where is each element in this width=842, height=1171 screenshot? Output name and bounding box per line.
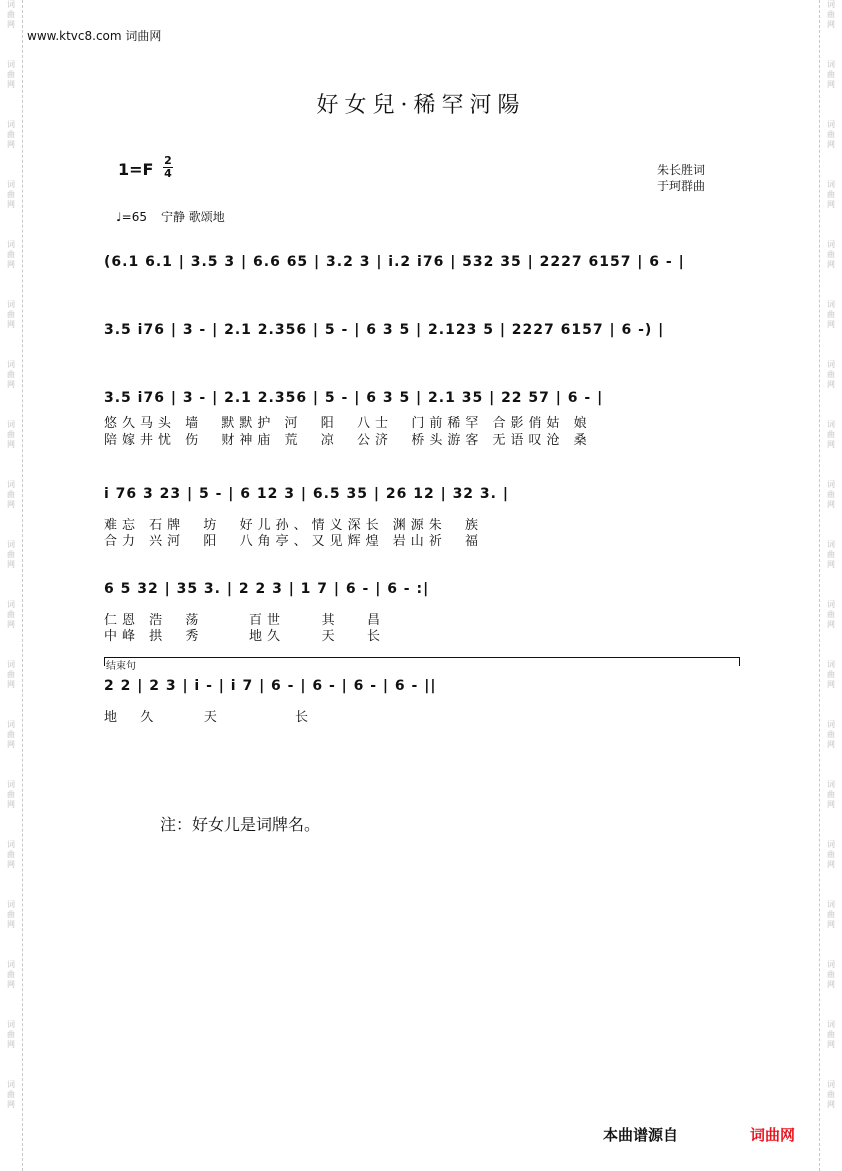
watermark-glyph: 曲 [827, 970, 835, 979]
watermark-glyph: 网 [7, 260, 15, 269]
watermark-glyph: 词 [827, 840, 835, 849]
watermark-glyph: 词 [7, 360, 15, 369]
watermark-glyph: 网 [7, 80, 15, 89]
watermark-glyph: 网 [7, 800, 15, 809]
watermark-glyph: 词 [827, 960, 835, 969]
watermark-gap [820, 930, 842, 960]
watermark-gap [0, 150, 22, 180]
ending-label: 结束句 [106, 661, 136, 672]
watermark-glyph: 曲 [7, 670, 15, 679]
watermark-gap [0, 630, 22, 660]
watermark-glyph: 曲 [827, 910, 835, 919]
watermark-glyph: 曲 [827, 1030, 835, 1039]
footnote: 注：好女儿是词牌名。 [160, 815, 321, 834]
watermark-glyph: 网 [7, 560, 15, 569]
site-name-text: 词曲网 [125, 29, 162, 43]
composer: 于珂群曲 [657, 179, 706, 193]
tempo-marking [116, 208, 225, 225]
watermark-gap [820, 810, 842, 840]
watermark-gap [0, 750, 22, 780]
watermark-gap [820, 30, 842, 60]
watermark-gap [0, 330, 22, 360]
watermark-glyph: 曲 [827, 190, 835, 199]
watermark-glyph: 词 [827, 240, 835, 249]
watermark-gap [0, 570, 22, 600]
watermark-glyph: 网 [827, 680, 835, 689]
lyrics-verse-2: 中峰 拱 秀 地久 天 长 [104, 629, 385, 644]
watermark-glyph: 网 [827, 200, 835, 209]
watermark-glyph: 词 [7, 1020, 15, 1029]
watermark-glyph: 曲 [827, 10, 835, 19]
watermark-glyph: 词 [7, 60, 15, 69]
watermark-glyph: 网 [827, 20, 835, 29]
lyricist: 朱长胜词 [657, 163, 706, 177]
source-label: 本曲谱源自 [603, 1126, 679, 1144]
lyrics-verse-2: 陪嫁井忧 伤 财神庙 荒 凉 公济 桥头游客 无语叹沧 桑 [104, 433, 592, 448]
watermark-glyph: 网 [827, 620, 835, 629]
watermark-glyph: 词 [7, 0, 15, 9]
watermark-glyph: 网 [7, 980, 15, 989]
tempo-expression: 宁静 歌颂地 [160, 210, 225, 224]
watermark-glyph: 网 [827, 800, 835, 809]
brand-logo-text[interactable]: 词曲网 [750, 1126, 796, 1144]
watermark-gap [820, 750, 842, 780]
watermark-glyph: 曲 [7, 10, 15, 19]
watermark-glyph: 网 [827, 380, 835, 389]
watermark-glyph: 词 [7, 540, 15, 549]
staff-notes: 2 2 | 2 3 | i - | i 7 | 6 - | 6 - | 6 - | 6 - || [104, 678, 437, 694]
watermark-gap [0, 870, 22, 900]
staff-notes: 6 5 32 | 35 3. | 2 2 3 | 1 7 | 6 - | 6 - :| [104, 581, 430, 597]
watermark-gap [0, 990, 22, 1020]
watermark-glyph: 词 [7, 1080, 15, 1089]
lyrics-verse-1: 悠久马头 墙 默默护 河 阳 八士 门前稀罕 合影俏姑 娘 [104, 416, 592, 431]
watermark-glyph: 曲 [827, 430, 835, 439]
watermark-glyph: 曲 [7, 1030, 15, 1039]
watermark-glyph: 曲 [827, 670, 835, 679]
watermark-glyph: 曲 [7, 970, 15, 979]
tempo-value: ♩=65 [116, 210, 147, 224]
watermark-glyph: 网 [827, 740, 835, 749]
watermark-column-right [820, 0, 842, 1140]
watermark-glyph: 网 [7, 140, 15, 149]
watermark-glyph: 词 [827, 540, 835, 549]
watermark-glyph: 词 [7, 900, 15, 909]
meter-bottom: 4 [164, 167, 172, 180]
watermark-gap [820, 210, 842, 240]
watermark-gap [820, 870, 842, 900]
site-url[interactable] [27, 27, 161, 44]
watermark-glyph: 网 [827, 440, 835, 449]
watermark-glyph: 网 [7, 380, 15, 389]
watermark-glyph: 曲 [7, 850, 15, 859]
watermark-glyph: 词 [827, 900, 835, 909]
watermark-glyph: 词 [7, 960, 15, 969]
watermark-gap [820, 1110, 842, 1140]
watermark-glyph: 曲 [827, 850, 835, 859]
watermark-glyph: 曲 [7, 430, 15, 439]
watermark-glyph: 曲 [7, 310, 15, 319]
watermark-glyph: 网 [7, 680, 15, 689]
watermark-glyph: 网 [7, 500, 15, 509]
watermark-glyph: 词 [827, 780, 835, 789]
ending-bracket [104, 657, 740, 666]
watermark-glyph: 词 [7, 120, 15, 129]
watermark-glyph: 曲 [827, 1090, 835, 1099]
watermark-glyph: 词 [7, 180, 15, 189]
watermark-glyph: 网 [827, 920, 835, 929]
watermark-glyph: 曲 [827, 610, 835, 619]
watermark-glyph: 曲 [7, 250, 15, 259]
watermark-glyph: 词 [827, 720, 835, 729]
watermark-glyph: 曲 [827, 790, 835, 799]
watermark-glyph: 曲 [827, 730, 835, 739]
watermark-glyph: 网 [827, 320, 835, 329]
watermark-gap [0, 1050, 22, 1080]
meter-top: 2 [164, 154, 172, 167]
watermark-gap [820, 570, 842, 600]
lyrics-verse-1: 难忘 石牌 坊 好儿孙、情义深长 渊源朱 族 [104, 518, 484, 533]
lyrics-verse-1: 仁恩 浩 荡 百世 其 昌 [104, 613, 385, 628]
page-title: 好女兒·稀罕河陽 [316, 93, 526, 118]
watermark-gap [820, 690, 842, 720]
watermark-glyph: 网 [827, 1100, 835, 1109]
watermark-glyph: 词 [7, 420, 15, 429]
watermark-glyph: 词 [7, 780, 15, 789]
staff-notes: 3.5 i76 | 3 - | 2.1 2.356 | 5 - | 6 3 5 | 2.123 5 | 2227 6157 | 6 -) | [104, 322, 665, 338]
watermark-glyph: 词 [827, 0, 835, 9]
watermark-glyph: 网 [7, 320, 15, 329]
watermark-gap [0, 1110, 22, 1140]
staff-notes: i 76 3 23 | 5 - | 6 12 3 | 6.5 35 | 26 12 | 32 3. | [104, 486, 509, 502]
watermark-glyph: 曲 [827, 130, 835, 139]
watermark-glyph: 网 [827, 980, 835, 989]
watermark-glyph: 词 [7, 480, 15, 489]
watermark-gap [820, 150, 842, 180]
watermark-glyph: 曲 [827, 70, 835, 79]
lyrics-verse-1: 地 久 天 长 [104, 710, 313, 725]
right-watermark-margin [819, 0, 842, 1171]
watermark-glyph: 网 [7, 860, 15, 869]
watermark-glyph: 曲 [7, 1090, 15, 1099]
watermark-glyph: 词 [7, 600, 15, 609]
watermark-glyph: 词 [7, 240, 15, 249]
watermark-glyph: 曲 [7, 130, 15, 139]
watermark-glyph: 词 [827, 120, 835, 129]
watermark-glyph: 曲 [7, 730, 15, 739]
watermark-gap [820, 990, 842, 1020]
watermark-glyph: 网 [827, 860, 835, 869]
watermark-glyph: 网 [7, 1100, 15, 1109]
watermark-glyph: 网 [7, 920, 15, 929]
watermark-glyph: 词 [827, 360, 835, 369]
watermark-glyph: 词 [827, 480, 835, 489]
watermark-glyph: 词 [827, 60, 835, 69]
watermark-glyph: 曲 [827, 370, 835, 379]
watermark-glyph: 词 [827, 600, 835, 609]
watermark-gap [0, 30, 22, 60]
watermark-gap [820, 330, 842, 360]
key-signature: 1=F [118, 160, 154, 179]
watermark-glyph: 曲 [827, 250, 835, 259]
watermark-glyph: 词 [7, 660, 15, 669]
left-watermark-margin [0, 0, 23, 1171]
watermark-gap [0, 390, 22, 420]
watermark-glyph: 曲 [7, 610, 15, 619]
watermark-glyph: 网 [7, 1040, 15, 1049]
watermark-gap [0, 810, 22, 840]
watermark-gap [820, 270, 842, 300]
watermark-glyph: 网 [7, 740, 15, 749]
watermark-glyph: 词 [827, 180, 835, 189]
watermark-glyph: 曲 [7, 190, 15, 199]
watermark-glyph: 曲 [7, 910, 15, 919]
watermark-gap [0, 690, 22, 720]
watermark-glyph: 网 [827, 560, 835, 569]
watermark-gap [820, 630, 842, 660]
watermark-gap [820, 510, 842, 540]
watermark-glyph: 网 [7, 620, 15, 629]
watermark-gap [820, 1050, 842, 1080]
watermark-glyph: 曲 [7, 70, 15, 79]
watermark-glyph: 词 [827, 1080, 835, 1089]
time-signature [163, 155, 173, 180]
watermark-glyph: 词 [827, 1020, 835, 1029]
watermark-glyph: 网 [827, 1040, 835, 1049]
staff-notes: 3.5 i76 | 3 - | 2.1 2.356 | 5 - | 6 3 5 | 2.1 35 | 22 57 | 6 - | [104, 390, 604, 406]
watermark-glyph: 网 [7, 20, 15, 29]
watermark-glyph: 词 [7, 300, 15, 309]
watermark-column-left [0, 0, 22, 1140]
watermark-glyph: 网 [827, 260, 835, 269]
watermark-glyph: 词 [7, 720, 15, 729]
watermark-glyph: 曲 [7, 790, 15, 799]
watermark-gap [0, 510, 22, 540]
watermark-glyph: 网 [7, 200, 15, 209]
watermark-gap [820, 390, 842, 420]
watermark-glyph: 词 [827, 660, 835, 669]
watermark-glyph: 词 [827, 300, 835, 309]
watermark-glyph: 词 [7, 840, 15, 849]
watermark-glyph: 曲 [827, 310, 835, 319]
watermark-glyph: 网 [827, 140, 835, 149]
watermark-glyph: 词 [827, 420, 835, 429]
watermark-glyph: 网 [827, 80, 835, 89]
credits [657, 162, 705, 194]
watermark-gap [0, 210, 22, 240]
watermark-glyph: 曲 [827, 490, 835, 499]
watermark-glyph: 曲 [7, 550, 15, 559]
watermark-glyph: 曲 [7, 490, 15, 499]
site-url-text[interactable]: www.ktvc8.com [27, 29, 122, 43]
watermark-gap [820, 450, 842, 480]
watermark-glyph: 曲 [7, 370, 15, 379]
lyrics-verse-2: 合力 兴河 阳 八角亭、又见辉煌 岩山祈 福 [104, 534, 484, 549]
watermark-glyph: 网 [827, 500, 835, 509]
staff-notes: (6.1 6.1 | 3.5 3 | 6.6 65 | 3.2 3 | i.2 i76 | 532 35 | 2227 6157 | 6 - | [104, 254, 685, 270]
watermark-gap [0, 270, 22, 300]
watermark-glyph: 曲 [827, 550, 835, 559]
watermark-gap [0, 930, 22, 960]
watermark-glyph: 网 [7, 440, 15, 449]
watermark-gap [0, 450, 22, 480]
